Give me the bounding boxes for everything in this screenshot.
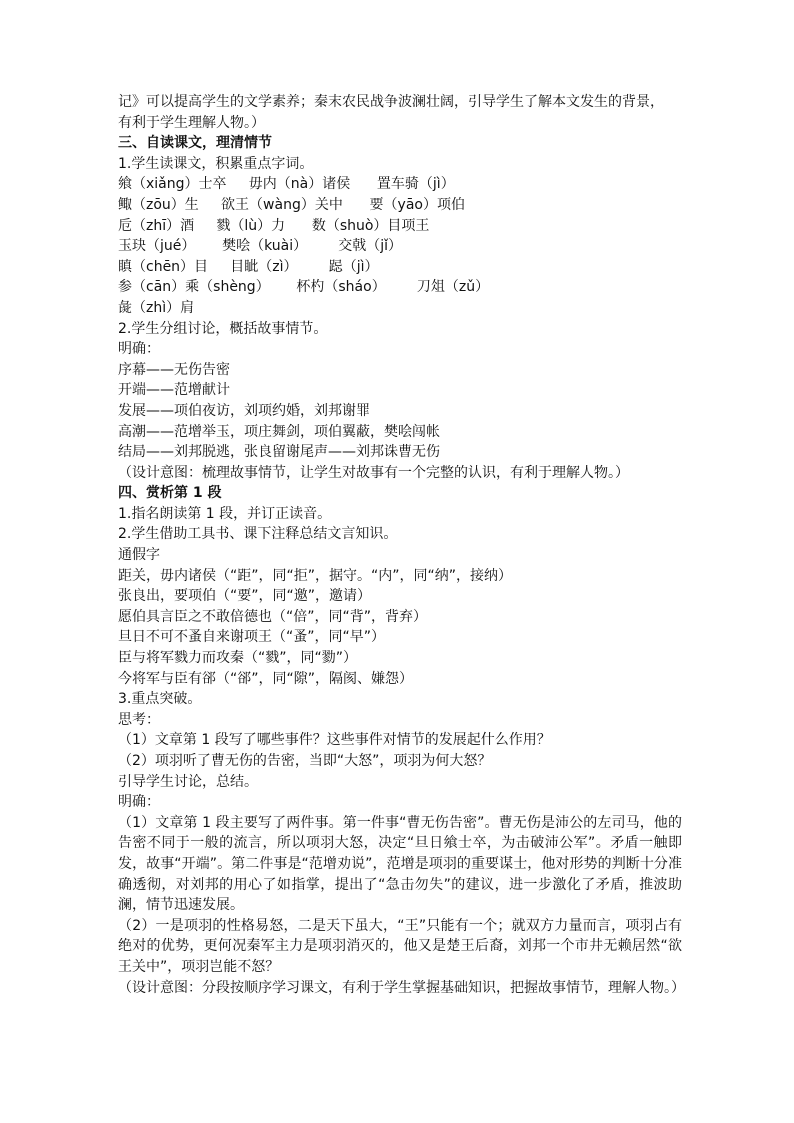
text-line: 记》可以提高学生的文学素养；秦末农民战争波澜壮阔，引导学生了解本文发生的背景， xyxy=(118,94,664,110)
text-line: 臣与将军戮力而攻秦（“戮”，同“勠”） xyxy=(118,650,358,667)
text-line: 愿伯具言臣之不敢倍德也（“倍”，同“背”，背弃） xyxy=(118,608,428,625)
text-line: 开端——范增献计 xyxy=(118,382,230,399)
text-line: 张良出，要项伯（“要”，同“邀”，邀请） xyxy=(118,588,372,605)
text-line: 引导学生讨论，总结。 xyxy=(118,773,258,790)
vocab-row: 鲰（zōu）生 欲王（wàng）关中 要（yāo）项伯 xyxy=(118,196,465,213)
text-line: 高潮——范增举玉，项庄舞剑，项伯翼蔽，樊哙闯帐 xyxy=(118,423,440,440)
text-line: 结局——刘邦脱逃，张良留谢尾声——刘邦诛曹无伤 xyxy=(118,444,440,461)
answer-paragraph: （1）文章第 1 段主要写了两件事。第一件事“曹无伤告密”。曹无伤是沛公的左司马，他的告密不同于一般的流言，所以项羽大怒，决定“旦日飨士卒，为击破沛公军”。矛盾一触即发，故事“开端”。第二件事是“范增劝说”，范增是项羽的重要谋士，他对形势的判断十分准确透彻，对刘邦的用心了如指掌，提出了“急击勿失”的建议，进一步激化了矛盾，推波助澜，情节迅速发展。 xyxy=(118,814,682,914)
vocab-row: 瞋（chēn）目 目眦（zì） 跽（jì） xyxy=(118,258,379,275)
text-line: 3.重点突破。 xyxy=(118,691,202,708)
text-line: 今将军与臣有郤（“郤”，同“隙”，隔阂、嫌怨） xyxy=(118,670,414,687)
text-line: 1.学生读课文，积累重点字词。 xyxy=(118,155,314,172)
text-line: （2）项羽听了曹无伤的告密，当即“大怒”，项羽为何大怒？ xyxy=(118,753,492,769)
vocab-row: 参（cān）乘（shèng） 杯杓（sháo） 刀俎（zǔ） xyxy=(118,279,490,296)
section-heading: 三、自读课文，理清情节 xyxy=(118,135,272,152)
text-line: 通假字 xyxy=(118,547,160,564)
text-line: （1）文章第 1 段写了哪些事件？这些事件对情节的发展起什么作用？ xyxy=(118,732,551,749)
text-line: 明确： xyxy=(118,794,160,811)
text-line: 思考： xyxy=(118,711,160,728)
vocab-row: 玉玦（jué） 樊哙（kuài） 交戟（jǐ） xyxy=(118,238,403,255)
vocab-row: 飨（xiǎng）士卒 毋内（nà）诸侯 置车骑（jì） xyxy=(118,176,455,193)
answer-paragraph: （设计意图：分段按顺序学习课文，有利于学生掌握基础知识，把握故事情节，理解人物。） xyxy=(118,979,685,996)
text-line: 旦日不可不蚤自来谢项王（“蚤”，同“早”） xyxy=(118,629,386,646)
text-line: 彘（zhì）肩 xyxy=(118,299,195,316)
text-line: 2.学生分组讨论，概括故事情节。 xyxy=(118,320,328,337)
document-paragraphs xyxy=(118,813,685,998)
text-line: （设计意图：梳理故事情节，让学生对故事有一个完整的认识，有利于理解人物。） xyxy=(118,464,629,481)
text-line: 明确： xyxy=(118,341,160,358)
text-line: 距关，毋内诸侯（“距”，同“拒”，据守。“内”，同“纳”，接纳） xyxy=(118,567,513,584)
text-line: 有利于学生理解人物。） xyxy=(118,114,265,131)
answer-paragraph: （2）一是项羽的性格易怒，二是天下虽大，“王”只能有一个；就双方力量而言，项羽占有绝对的优势，更何况秦军主力是项羽消灭的，他又是楚王后裔，刘邦一个市井无赖居然“欲王关中”，项羽岂能不怒？ xyxy=(118,917,682,975)
section-heading: 四、赏析第 1 段 xyxy=(118,485,222,502)
text-line: 2.学生借助工具书、课下注释总结文言知识。 xyxy=(118,526,398,543)
text-line: 序幕——无伤告密 xyxy=(118,361,230,378)
document-lines xyxy=(118,92,682,813)
vocab-row: 卮（zhī）酒 戮（lù）力 数（shuò）目项王 xyxy=(118,217,430,234)
text-line: 发展——项伯夜访，刘项约婚，刘邦谢罪 xyxy=(118,402,370,419)
text-line: 1.指名朗读第 1 段，并订正读音。 xyxy=(118,505,332,522)
